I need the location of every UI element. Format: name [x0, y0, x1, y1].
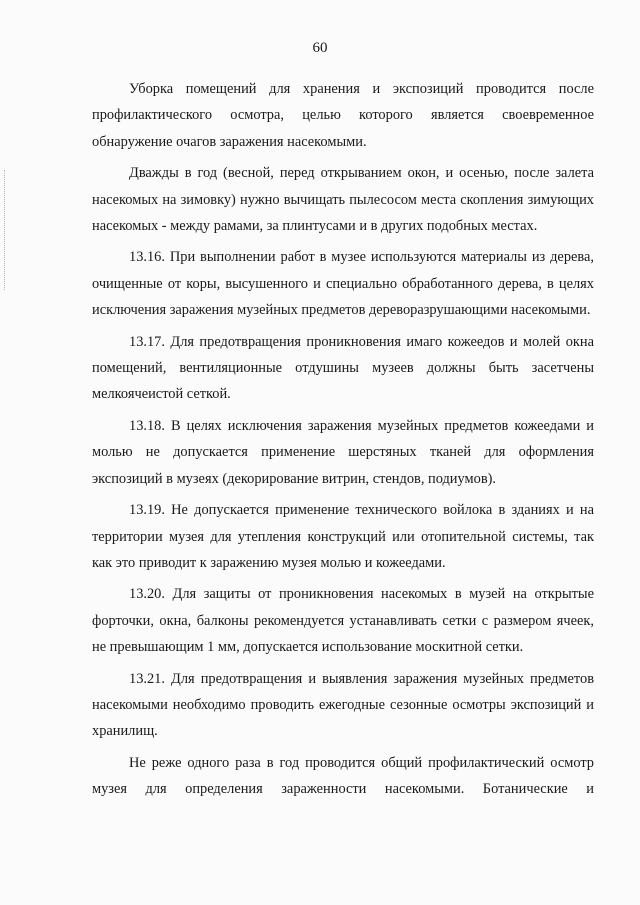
paragraph-13-18: 13.18. В целях исключения заражения музейных предметов кожеедами и молью не допускается применение шерстяных тканей для оформления экспозиций в музеях (декорирование витрин, стендов, подиумов). — [92, 417, 594, 487]
paragraph-general-inspection: Не реже одного раза в год проводится общий профилактический осмотр музея для определения зараженности насекомыми. Ботанические и — [92, 754, 594, 798]
paragraph-13-16: 13.16. При выполнении работ в музее используются материалы из дерева, очищенные от коры, высушенного и специально обработанного дерева, в целях исключения заражения музейных предметов дереворазрушающими насекомыми. — [92, 249, 594, 319]
binding-marks — [4, 170, 7, 290]
paragraph-cleaning: Уборка помещений для хранения и экспозиций проводится после профилактического осмотра, целью которого является своевременное обнаружение очагов заражения насекомыми. — [92, 81, 594, 150]
paragraph-13-19: 13.19. Не допускается применение технического войлока в зданиях и на территории музея для утепления конструкций или отопительной системы, так как это приводит к заражению музея молью и кожеедами. — [92, 502, 594, 571]
paragraph-twice-a-year: Дважды в год (весной, перед открыванием окон, и осенью, после залета насекомых на зимовку) нужно вычищать пылесосом места скопления зимующих насекомых - между рамами, за плинтусами и в других подобных местах. — [92, 165, 594, 235]
body-text — [92, 76, 594, 808]
page-number: 60 — [312, 40, 328, 56]
paragraph-13-17: 13.17. Для предотвращения проникновения имаго кожеедов и молей окна помещений, вентиляционные отдушины музеев должны быть засетчены мелкоячеистой сеткой. — [92, 333, 594, 403]
paragraph-13-20: 13.20. Для защиты от проникновения насекомых в музей на открытые форточки, окна, балконы рекомендуется устанавливать сетки с размером ячеек, не превышающим 1 мм, допускается использование москитной сетки. — [92, 586, 594, 656]
paragraph-13-21: 13.21. Для предотвращения и выявления заражения музейных предметов насекомыми необходимо проводить ежегодные сезонные осмотры экспозиций и хранилищ. — [92, 670, 594, 740]
